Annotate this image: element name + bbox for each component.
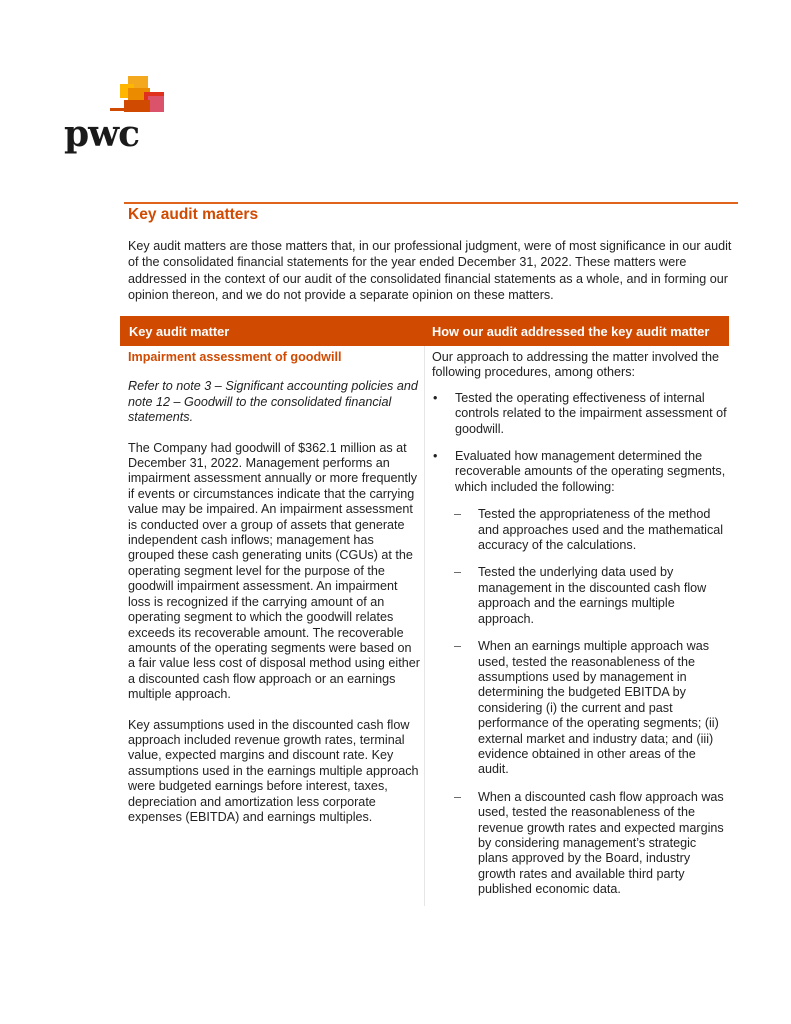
- column-divider: [424, 346, 425, 906]
- response-sub-item: [432, 639, 728, 778]
- matter-reference: Refer to note 3 – Significant accounting policies and note 12 – Goodwill to the consolidated financial statements.: [128, 379, 418, 425]
- audit-response-column: [432, 350, 728, 910]
- section-intro: Key audit matters are those matters that, in our professional judgment, were of most significance in our audit of the consolidated financial statements for the year ended December 31, 2022. These matters were addressed in the context of our audit of the consolidated financial statements as a whole, and in forming our opinion thereon, and we do not provide a separate opinion on these matters.: [128, 239, 732, 302]
- bullet-text: Evaluated how management determined the recoverable amounts of the operating segments, which included the following:: [455, 449, 726, 494]
- matter-paragraph-1: The Company had goodwill of $362.1 million as at December 31, 2022. Management performs an impairment assessment annually or more frequently if events or circumstances indicate that the carrying value may be impaired. An impairment assessment is conducted over a group of assets that generate independent cash inflows; management has grouped these cash generating units (CGUs) at the operating segment level for the purpose of the goodwill impairment assessment. An impairment loss is recognized if the carrying amount of an operating segment to which the goodwill relates exceeds its recoverable amount. The recoverable amounts of the operating segments were based on a fair value less cost of disposal method using either a discounted cash flow approach or an earnings multiple approach.: [128, 440, 420, 702]
- dash-icon: –: [454, 565, 462, 580]
- sub-item-text: When a discounted cash flow approach was used, tested the reasonableness of the revenue growth rates and expected margins by considering management’s strategic plans approved by the Board, industry growth rates and available third party published economic data.: [478, 789, 724, 897]
- section-heading: Key audit matters: [128, 206, 259, 223]
- response-sub-item: [432, 790, 728, 898]
- response-sub-item: [432, 507, 728, 553]
- response-intro: Our approach to addressing the matter involved the following procedures, among others:: [432, 350, 720, 380]
- col1-header: Key audit matter: [129, 324, 230, 339]
- dash-icon: –: [454, 507, 462, 522]
- table-header: [120, 316, 729, 346]
- bullet-icon: •: [433, 390, 438, 405]
- bullet-icon: •: [433, 449, 438, 464]
- dash-icon: –: [454, 639, 462, 654]
- sub-item-text: Tested the appropriateness of the method and approaches used and the mathematical accuracy of the calculations.: [478, 507, 724, 553]
- section-rule: [124, 202, 738, 204]
- sub-item-text: When an earnings multiple approach was used, tested the reasonableness of the assumptions used by management in determining the budgeted EBITDA by considering (i) the current and past performance of the operating segments; (ii) external market and industry data; and (iii) evidence obtained in other areas of the audit.: [478, 639, 719, 777]
- sub-item-text: Tested the underlying data used by management in the discounted cash flow approach and the earnings multiple approach.: [478, 565, 707, 626]
- response-sub-item: [432, 565, 728, 627]
- matter-paragraph-2: Key assumptions used in the discounted cash flow approach included revenue growth rates, terminal value, expected margins and discount rate. Key assumptions used in the earnings multiple approach were budgeted earnings before interest, taxes, depreciation and amortization less corporate expenses (EBITDA) and earnings multiples.: [128, 717, 419, 824]
- matter-title: Impairment assessment of goodwill: [128, 350, 342, 364]
- response-bullet: [432, 449, 728, 495]
- col2-header: How our audit addressed the key audit matter: [432, 324, 710, 339]
- pwc-logo-text: pwc: [64, 113, 140, 155]
- key-audit-matter-column: [128, 350, 420, 840]
- bullet-text: Tested the operating effectiveness of internal controls related to the impairment assessment of goodwill.: [455, 390, 727, 436]
- response-bullet: [432, 391, 728, 437]
- dash-icon: –: [454, 789, 462, 804]
